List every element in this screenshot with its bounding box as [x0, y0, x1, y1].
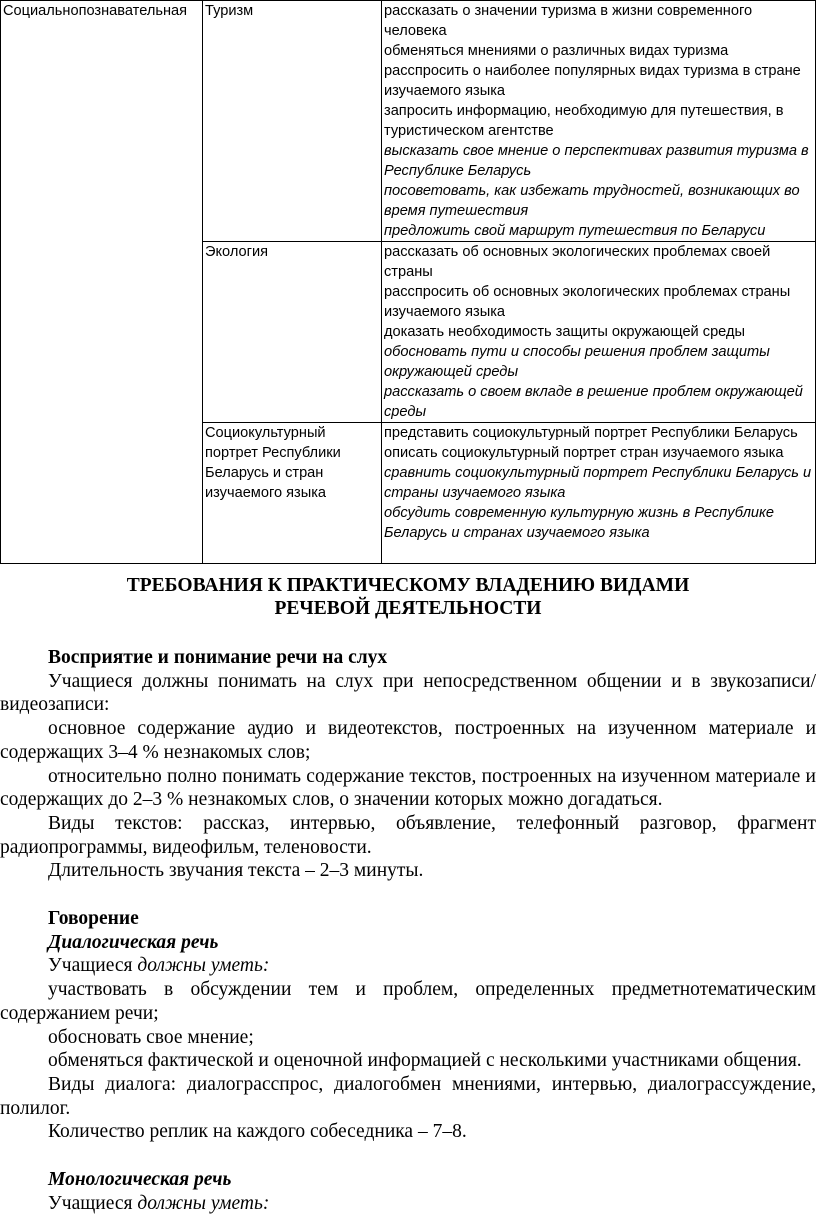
must-prefix: Учащиеся — [48, 1192, 138, 1214]
paragraph: Количество реплик на каждого собеседника – 7–8. — [48, 1121, 467, 1143]
listening-title: Восприятие и понимание речи на слух — [48, 647, 388, 668]
skill-item: описать социокультурный портрет стран изучаемого языка — [384, 445, 784, 461]
paragraph: основное содержание аудио и видеотекстов, построенных на изученном материале и содержащих 3–4 % незнакомых слов; — [0, 718, 816, 763]
paragraph — [0, 1192, 816, 1216]
skill-item: рассказать о своем вкладе в решение проблем окружающей среды — [384, 384, 803, 420]
skill-item: предложить свой маршрут путешествия по Беларуси — [384, 223, 766, 239]
topics-table — [0, 0, 816, 564]
skill-item: доказать необходимость защиты окружающей среды — [384, 324, 745, 340]
paragraph: Виды текстов: рассказ, интервью, объявление, телефонный разговор, фрагмент радиопрограммы, видеофильм, теленовости. — [0, 812, 816, 858]
section-heading-line: РЕЧЕВОЙ ДЕЯТЕЛЬНОСТИ — [274, 598, 542, 619]
skill-item: рассказать об основных экологических проблемах своей страны — [384, 244, 771, 280]
paragraph: участвовать в обсуждении тем и проблем, определенных предметнотематическим содержанием речи; — [0, 979, 816, 1024]
paragraph: относительно полно понимать содержание текстов, построенных на изученном материале и содержащих до 2–3 % незнакомых слов, о значении которых можно догадаться. — [0, 765, 816, 811]
skill-item: расспросить об основных экологических проблемах страны изучаемого языка — [384, 284, 791, 320]
topic-cell — [203, 242, 382, 423]
paragraph: Виды диалога: диалограсспрос, диалогобмен мнениями, интервью, диалограссуждение, полилог. — [0, 1073, 816, 1119]
topic-label: Туризм — [205, 3, 254, 19]
paragraph: обменяться фактической и оценочной информацией с несколькими участниками общения. — [48, 1050, 802, 1072]
section-heading-line: ТРЕБОВАНИЯ К ПРАКТИЧЕСКОМУ ВЛАДЕНИЮ ВИДАМИ — [126, 575, 690, 596]
document-body — [0, 574, 816, 1215]
paragraph: обосновать свое мнение; — [48, 1026, 254, 1048]
section-heading — [0, 574, 816, 620]
must-italic: должны уметь: — [137, 955, 270, 977]
skills-cell — [382, 1, 816, 242]
must-prefix: Учащиеся — [48, 955, 138, 977]
topic-label: Социокультурный портрет Республики Беларусь и стран изучаемого языка — [205, 425, 341, 501]
paragraph — [0, 954, 816, 978]
skill-item: представить социокультурный портрет Республики Беларусь — [384, 425, 798, 441]
skill-item: обменяться мнениями о различных видах туризма — [384, 43, 729, 59]
skills-cell — [382, 242, 816, 423]
skill-item: запросить информацию, необходимую для путешествия, в туристическом агентстве — [384, 103, 784, 139]
paragraph: Длительность звучания текста – 2–3 минуты. — [48, 860, 424, 882]
skill-item: посоветовать, как избежать трудностей, возникающих во время путешествия — [384, 183, 800, 219]
paragraph: Учащиеся должны понимать на слух при непосредственном общении и в звукозаписи/видеозаписи: — [0, 670, 816, 716]
dialog-title: Диалогическая речь — [48, 931, 219, 953]
skill-item: обосновать пути и способы решения проблем защиты окружающей среды — [384, 344, 770, 380]
must-italic: должны уметь: — [137, 1192, 270, 1214]
topic-cell — [203, 423, 382, 564]
skill-item: расспросить о наиболее популярных видах туризма в стране изучаемого языка — [384, 63, 801, 99]
monologue-title: Монологическая речь — [48, 1169, 232, 1191]
skill-item: обсудить современную культурную жизнь в Республике Беларусь и странах изучаемого языка — [384, 505, 775, 541]
skill-item: высказать свое мнение о перспективах развития туризма в Республике Беларусь — [384, 143, 809, 179]
sphere-cell — [1, 1, 203, 564]
skill-item: сравнить социокультурный портрет Республики Беларусь и страны изучаемого языка — [384, 465, 812, 501]
topic-label: Экология — [205, 244, 269, 260]
sphere-label: Социальнопознавательная — [3, 3, 188, 19]
speaking-title: Говорение — [48, 908, 139, 930]
table-row — [1, 1, 816, 242]
skill-item: рассказать о значении туризма в жизни современного человека — [384, 3, 753, 39]
topic-cell — [203, 1, 382, 242]
skills-cell — [382, 423, 816, 564]
